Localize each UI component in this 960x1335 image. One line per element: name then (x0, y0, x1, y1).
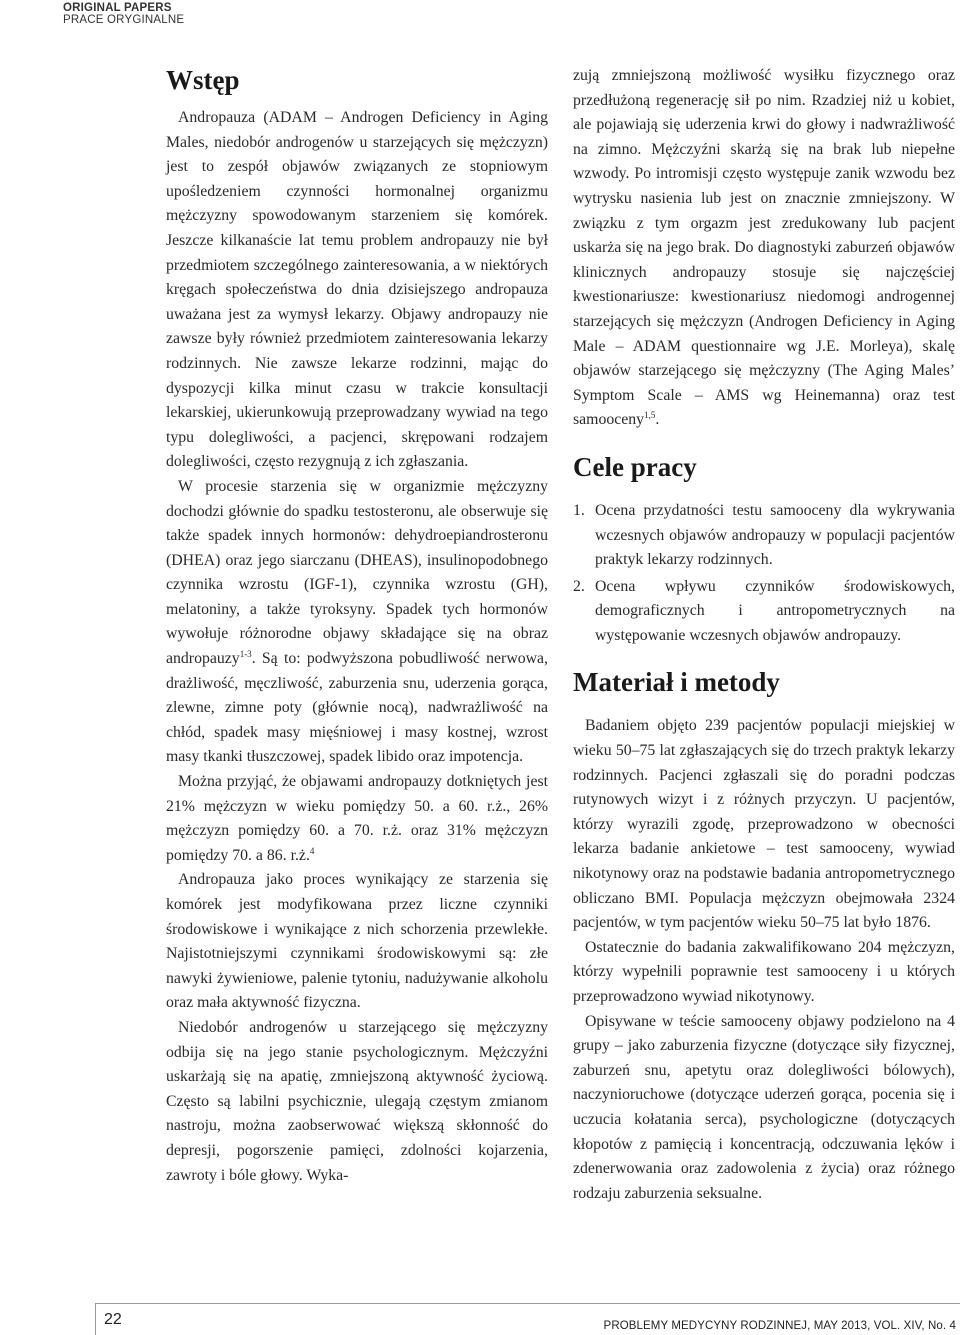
left-column (166, 64, 548, 1188)
list-item: 1. Ocena przydatności testu samooceny dla wykrywania wczesnych objawów andropauzy w populacji pacjentów praktyk lekarzy rodzinnych. (573, 501, 955, 569)
paragraph: Niedobór androgenów u starzejącego się mężczyzny odbija się na jego stanie psychologicznym. Mężczyźni uskarżają się na apatię, zmniejszoną aktywność życiową. Często są labilni psychicznie, ulegają częstym zmianom nastroju, można zaobserwować większą skłonność do depresji, pogorszenie pamięci, zdolności kojarzenia, zawroty i bóle głowy. Wyka- (166, 1018, 548, 1184)
paragraph: Andropauza (ADAM – Androgen Deficiency in Aging Males, niedobór androgenów u starzejących się mężczyzn) jest to zespół objawów związanych ze stopniowym upośledzeniem czynności hormonalnej organizmu mężczyzny spowodowanym starzeniem się komórek. Jeszcze kilkanaście lat temu problem andropauzy nie był przedmiotem szczególnego zainteresowania, a w niektórych kręgach społeczeństwa do dnia dzisiejszego andropauza uważana jest za wymysł lekarzy. Objawy andropauzy nie zawsze były również przedmiotem zainteresowania lekarzy rodzinnych. Nie zawsze lekarze rodzinni, mając do dyspozycji kilka minut czasu w trakcie konsultacji lekarskiej, ukierunkowują przeprowadzany wywiad na tego typu dolegliwości, a pacjenci, skrępowani rodzajem dolegliwości, często rezygnują z ich zgłaszania. (166, 109, 548, 471)
paragraph: Ostatecznie do badania zakwalifikowano 204 mężczyzn, którzy wypełnili poprawnie test samooceny i u których przeprowadzono wywiad nikotynowy. (573, 938, 955, 1005)
citation: 4 (309, 845, 315, 856)
running-head (63, 2, 184, 26)
right-column (573, 64, 955, 1206)
citation: 1-3 (239, 649, 252, 660)
paragraph: Badaniem objęto 239 pacjentów populacji miejskiej w wieku 50–75 lat zgłaszających się do trzech praktyk lekarzy rodzinnych. Pacjenci zgłaszali się do poradni podczas rutynowych wizyt i z różnych przyczyn. U pacjentów, którzy wyrazili zgodę, przeprowadzono w obecności lekarza badanie ankietowe – test samooceny, wywiad nikotynowy oraz na podstawie badania antropometrycznego obliczano BMI. Populacja mężczyzn obejmowała 2324 pacjentów, w tym pacjentów wieku 50–75 lat było 1876. (573, 717, 955, 932)
paragraph: zują zmniejszoną możliwość wysiłku fizycznego oraz przedłużoną regenerację sił po nim. Rzadziej niż u kobiet, ale pojawiają się uderzenia krwi do głowy i nadwrażliwość na zimno. Mężczyźni skarżą się na brak lub niepełne wzwody. Po intromisji często występuje zanik wzwodu bez wytrysku nasienia lub jest on znacznie zmniejszony. W związku z tym orgazm jest zredukowany lub pacjent uskarża się na jego brak. Do diagnostyki zaburzeń objawów klinicznych andropauzy stosuje się najczęściej kwestionariusze: kwestionariusz niedomogi androgennej starzejących się mężczyzn (Androgen Deficiency in Aging Male – ADAM questionnaire wg J.E. Morleya), skalę objawów starzejącego się mężczyzny (The Aging Males’ Symptom Scale – AMS wg Heinemanna) oraz test samooceny$^{1,5}$. (573, 67, 955, 429)
journal-citation: PROBLEMY MEDYCYNY RODZINNEJ, MAY 2013, VOL. XIV, No. 4 (603, 1320, 956, 1332)
footer-divider (95, 1303, 96, 1335)
page-footer (0, 1303, 960, 1335)
paragraph: W procesie starzenia się w organizmie mężczyzny dochodzi głównie do spadku testosteronu, ale obserwuje się także spadek innych hormonów: dehydroepiandrosteronu (DHEA) oraz jego siarczanu (DHEAS), insulinopodobnego czynnika wzrostu (IGF-1), czynnika wzrostu (GH), melatoniny, a także tyroksyny. Spadek tych hormonów wywołuje różnorodne objawy składające się na obraz andropauzy$^{1-3}$. Są to: podwyższona pobudliwość nerwowa, drażliwość, męczliwość, zaburzenia snu, uderzenia gorąca, zlewne, zimne poty (głównie nocą), nadwrażliwość na chłód, spadek masy mięśniowej i masy kostnej, wzrost masy tkanki tłuszczowej, spadek libido oraz impotencja. (166, 477, 548, 766)
page-number: 22 (104, 1311, 122, 1328)
paragraph: Opisywane w teście samooceny objawy podzielono na 4 grupy – jako zaburzenia fizyczne (dotyczące siły fizycznej, zaburzeń snu, apetytu oraz dolegliwości bólowych), naczynioruchowe (dotyczące uderzeń gorąca, pocenia się i uczucia kołatania serca), psychologiczne (dotyczących kłopotów z pamięcią i koncentracją, odczuwania lęków i zdenerwowania oraz zadowolenia z życia) oraz różnego rodzaju zaburzenia seksualne. (573, 1012, 955, 1202)
paragraph: Andropauza jako proces wynikający ze starzenia się komórek jest modyfikowana przez liczne czynniki środowiskowe i wynikające z nich schorzenia przewlekłe. Najistotniejszymi czynnikami środowiskowymi są: złe nawyki żywieniowe, palenie tytoniu, nadużywanie alkoholu oraz mała aktywność fizyczna. (166, 871, 548, 1012)
citation: 1,5 (644, 410, 656, 421)
list-item: 2. Ocena wpływu czynników środowiskowych, demograficznych i antropometrycznych na występowanie wczesnych objawów andropauzy. (573, 577, 955, 644)
aims-list (573, 499, 955, 649)
paragraph: Można przyjąć, że objawami andropauzy dotkniętych jest 21% mężczyzn w wieku pomiędzy 50. a 60. r.ż., 26% mężczyzn pomiędzy 60. a 70. r.ż. oraz 31% mężczyzn pomiędzy 70. a 86. r.ż.$^4$ (166, 773, 548, 864)
section-label: ORIGINAL PAPERS (63, 2, 172, 14)
section-label-polish: PRACE ORYGINALNE (63, 14, 185, 26)
heading-methods: Materiał i metody (573, 667, 780, 698)
heading-introduction: Wstęp (166, 65, 240, 95)
footer-rule (95, 1303, 960, 1304)
heading-aims: Cele pracy (573, 451, 697, 482)
